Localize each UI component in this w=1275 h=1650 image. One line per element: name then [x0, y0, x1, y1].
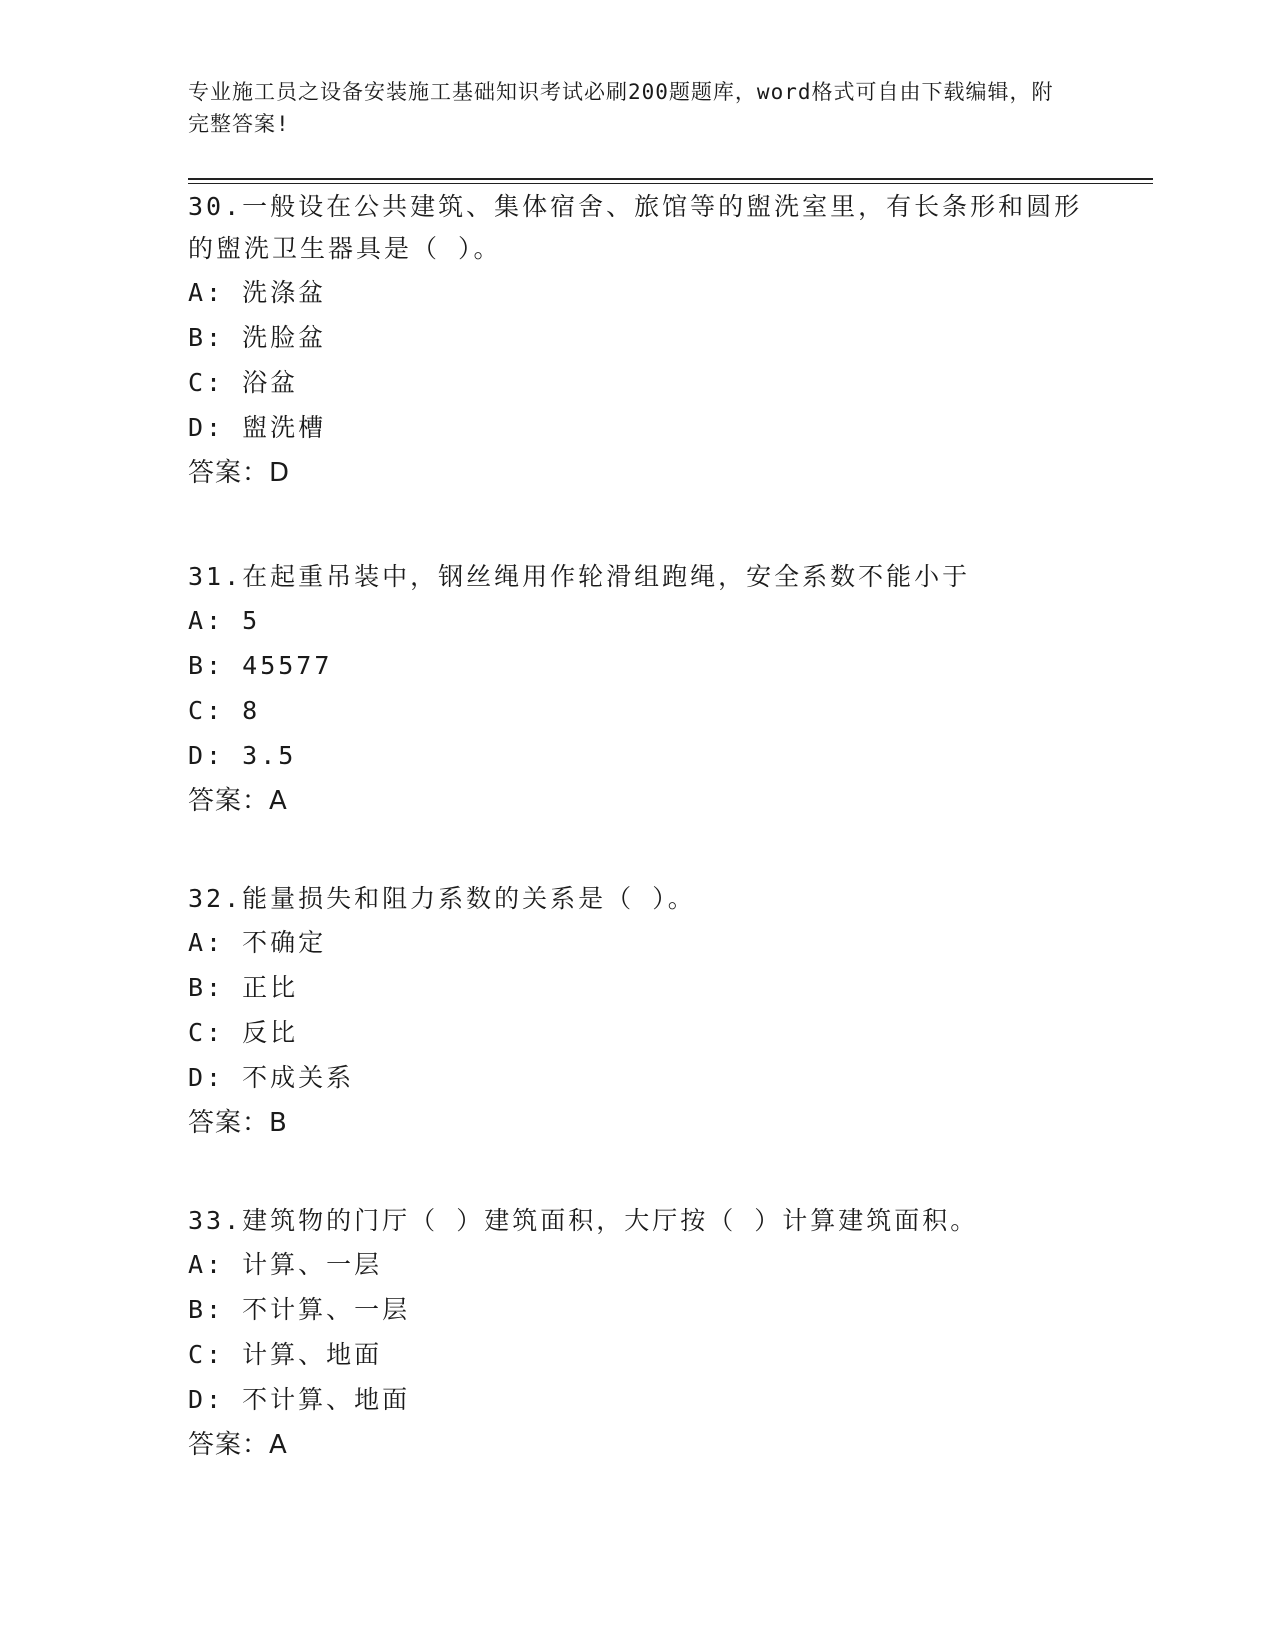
option-a: A: 5: [188, 606, 261, 635]
option-c: C: 反比: [188, 1018, 299, 1047]
option-a: A: 洗涤盆: [188, 278, 327, 307]
document-header: 专业施工员之设备安装施工基础知识考试必刷200题题库，word格式可自由下载编辑，附完整答案!: [188, 80, 1054, 136]
option-d: D: 盥洗槽: [188, 413, 327, 442]
header-divider-thin: [188, 183, 1153, 184]
option-c: C: 计算、地面: [188, 1340, 383, 1369]
option-d: D: 不计算、地面: [188, 1385, 411, 1414]
question-stem: 30.一般设在公共建筑、集体宿舍、旅馆等的盥洗室里，有长条形和圆形的盥洗卫生器具是（ ）。: [188, 192, 1083, 263]
option-a: A: 不确定: [188, 928, 327, 957]
question-32: [188, 878, 1088, 1146]
option-b: B: 不计算、一层: [188, 1295, 411, 1324]
option-b: B: 45577: [188, 651, 333, 680]
option-a: A: 计算、一层: [188, 1250, 383, 1279]
question-stem: 31.在起重吊装中，钢丝绳用作轮滑组跑绳，安全系数不能小于: [188, 562, 971, 591]
question-31: [188, 556, 1088, 824]
question-33: [188, 1200, 1088, 1468]
question-stem: 32.能量损失和阻力系数的关系是（ ）。: [188, 884, 696, 913]
answer-line: 答案：B: [188, 1108, 288, 1138]
option-b: B: 洗脸盆: [188, 323, 327, 352]
question-stem: 33.建筑物的门厅（ ）建筑面积，大厅按（ ）计算建筑面积。: [188, 1206, 979, 1235]
option-b: B: 正比: [188, 973, 299, 1002]
option-d: D: 不成关系: [188, 1063, 355, 1092]
option-d: D: 3.5: [188, 741, 297, 770]
option-c: C: 8: [188, 696, 261, 725]
question-30: [188, 186, 1088, 496]
answer-line: 答案：D: [188, 458, 291, 488]
answer-line: 答案：A: [188, 1430, 288, 1460]
header-divider-thick: [188, 178, 1153, 180]
answer-line: 答案：A: [188, 786, 288, 816]
option-c: C: 浴盆: [188, 368, 299, 397]
